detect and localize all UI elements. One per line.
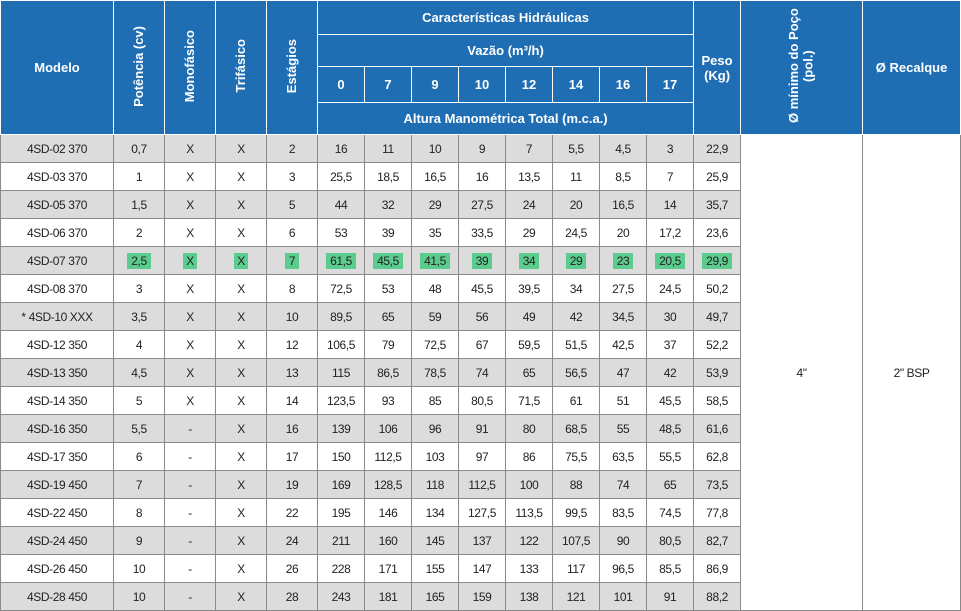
- header-vazao: Vazão (m³/h): [318, 35, 694, 67]
- data-cell: 243: [318, 583, 365, 611]
- data-cell: X: [216, 219, 267, 247]
- data-cell: 55,5: [647, 443, 694, 471]
- header-vazao-value: 16: [600, 67, 647, 103]
- data-cell: 5,5: [553, 135, 600, 163]
- data-cell: 83,5: [600, 499, 647, 527]
- data-cell: 39,5: [506, 275, 553, 303]
- data-cell: 106,5: [318, 331, 365, 359]
- data-cell: X: [165, 191, 216, 219]
- data-cell: 3,5: [114, 303, 165, 331]
- data-cell: 53: [318, 219, 365, 247]
- data-cell: X: [165, 359, 216, 387]
- data-cell: 93: [365, 387, 412, 415]
- data-cell: 107,5: [553, 527, 600, 555]
- data-cell: 53,9: [694, 359, 741, 387]
- header-vazao-value: 10: [459, 67, 506, 103]
- data-cell: [506, 247, 553, 275]
- data-cell: 79: [365, 331, 412, 359]
- data-cell: 48,5: [647, 415, 694, 443]
- data-cell: 33,5: [459, 219, 506, 247]
- data-cell: 150: [318, 443, 365, 471]
- data-cell: 65: [506, 359, 553, 387]
- data-cell: 30: [647, 303, 694, 331]
- data-cell: 22,9: [694, 135, 741, 163]
- data-cell: 34,5: [600, 303, 647, 331]
- data-cell: 88: [553, 471, 600, 499]
- data-cell: 4: [114, 331, 165, 359]
- data-cell: 44: [318, 191, 365, 219]
- data-cell: 159: [459, 583, 506, 611]
- data-cell: 122: [506, 527, 553, 555]
- data-cell: [165, 247, 216, 275]
- data-cell: 50,2: [694, 275, 741, 303]
- header-peso: Peso (Kg): [694, 1, 741, 135]
- data-cell: 61: [553, 387, 600, 415]
- data-cell: 6: [114, 443, 165, 471]
- data-cell: [647, 247, 694, 275]
- data-cell: X: [216, 163, 267, 191]
- header-caracteristicas: Características Hidráulicas: [318, 1, 694, 35]
- data-cell: [412, 247, 459, 275]
- data-cell: 13: [267, 359, 318, 387]
- data-cell: 147: [459, 555, 506, 583]
- model-cell: 4SD-22 450: [1, 499, 114, 527]
- data-cell: X: [216, 527, 267, 555]
- header-vazao-value: 17: [647, 67, 694, 103]
- highlight-mark: 34: [519, 253, 540, 269]
- header-vazao-value: 14: [553, 67, 600, 103]
- data-cell: 20: [600, 219, 647, 247]
- highlight-mark: 39: [472, 253, 493, 269]
- data-cell: X: [165, 303, 216, 331]
- header-vazao-value: 12: [506, 67, 553, 103]
- data-cell: 10: [267, 303, 318, 331]
- header-monofasico: Monofásico: [165, 1, 216, 135]
- data-cell: 55: [600, 415, 647, 443]
- data-cell: 86,9: [694, 555, 741, 583]
- data-cell: X: [216, 415, 267, 443]
- model-cell: 4SD-19 450: [1, 471, 114, 499]
- data-cell: 90: [600, 527, 647, 555]
- data-cell: 25,9: [694, 163, 741, 191]
- highlight-mark: X: [183, 253, 197, 269]
- highlight-mark: 45,5: [373, 253, 403, 269]
- data-cell: 13,5: [506, 163, 553, 191]
- data-cell: 91: [647, 583, 694, 611]
- highlight-mark: 61,5: [326, 253, 356, 269]
- data-cell: 45,5: [647, 387, 694, 415]
- header-vazao-value: 9: [412, 67, 459, 103]
- data-cell: 65: [365, 303, 412, 331]
- header-trifasico: Trifásico: [216, 1, 267, 135]
- data-cell: 97: [459, 443, 506, 471]
- data-cell: 2: [114, 219, 165, 247]
- data-cell: 86,5: [365, 359, 412, 387]
- data-cell: 1,5: [114, 191, 165, 219]
- data-cell: 49,7: [694, 303, 741, 331]
- data-cell: 42,5: [600, 331, 647, 359]
- data-cell: 24,5: [553, 219, 600, 247]
- data-cell: 16,5: [412, 163, 459, 191]
- data-cell: 86: [506, 443, 553, 471]
- data-cell: 51,5: [553, 331, 600, 359]
- data-cell: 17: [267, 443, 318, 471]
- data-cell: X: [216, 331, 267, 359]
- data-cell: 89,5: [318, 303, 365, 331]
- highlight-mark: 7: [285, 253, 299, 269]
- data-cell: 72,5: [318, 275, 365, 303]
- data-cell: 11: [553, 163, 600, 191]
- data-cell: X: [216, 135, 267, 163]
- data-cell: 24,5: [647, 275, 694, 303]
- data-cell: 5: [114, 387, 165, 415]
- data-cell: -: [165, 555, 216, 583]
- model-cell: * 4SD-10 XXX: [1, 303, 114, 331]
- model-cell: 4SD-05 370: [1, 191, 114, 219]
- data-cell: 10: [114, 583, 165, 611]
- model-cell: 4SD-24 450: [1, 527, 114, 555]
- highlight-mark: 23: [613, 253, 634, 269]
- table-header: [1, 1, 961, 135]
- data-cell: 61,6: [694, 415, 741, 443]
- data-cell: [114, 247, 165, 275]
- data-cell: 133: [506, 555, 553, 583]
- data-cell: 127,5: [459, 499, 506, 527]
- data-cell: 34: [553, 275, 600, 303]
- data-cell: 138: [506, 583, 553, 611]
- data-cell: 228: [318, 555, 365, 583]
- data-cell: 85,5: [647, 555, 694, 583]
- data-cell: 74: [459, 359, 506, 387]
- data-cell: X: [165, 387, 216, 415]
- data-cell: -: [165, 415, 216, 443]
- data-cell: 19: [267, 471, 318, 499]
- data-cell: [267, 247, 318, 275]
- data-cell: 80: [506, 415, 553, 443]
- data-cell: 68,5: [553, 415, 600, 443]
- highlight-mark: 41,5: [420, 253, 450, 269]
- data-cell: 37: [647, 331, 694, 359]
- data-cell: X: [216, 303, 267, 331]
- data-cell: 27,5: [600, 275, 647, 303]
- data-cell: X: [216, 275, 267, 303]
- data-cell: 26: [267, 555, 318, 583]
- data-cell: 14: [267, 387, 318, 415]
- data-cell: [694, 247, 741, 275]
- data-cell: X: [216, 191, 267, 219]
- data-cell: 145: [412, 527, 459, 555]
- data-cell: 8: [114, 499, 165, 527]
- model-cell: 4SD-28 450: [1, 583, 114, 611]
- data-cell: 12: [267, 331, 318, 359]
- data-cell: [459, 247, 506, 275]
- data-cell: 113,5: [506, 499, 553, 527]
- data-cell: 75,5: [553, 443, 600, 471]
- data-cell: 6: [267, 219, 318, 247]
- data-cell: 7: [506, 135, 553, 163]
- data-cell: X: [216, 583, 267, 611]
- data-cell: 117: [553, 555, 600, 583]
- data-cell: 65: [647, 471, 694, 499]
- data-cell: 10: [412, 135, 459, 163]
- data-cell: X: [216, 471, 267, 499]
- data-cell: 35,7: [694, 191, 741, 219]
- data-cell: 123,5: [318, 387, 365, 415]
- data-cell: 96: [412, 415, 459, 443]
- data-cell: 96,5: [600, 555, 647, 583]
- data-cell: -: [165, 471, 216, 499]
- data-cell: 42: [553, 303, 600, 331]
- data-cell: 78,5: [412, 359, 459, 387]
- data-cell: 73,5: [694, 471, 741, 499]
- table-body: [1, 135, 961, 611]
- data-cell: 80,5: [647, 527, 694, 555]
- data-cell: X: [216, 499, 267, 527]
- data-cell: 24: [506, 191, 553, 219]
- data-cell: 165: [412, 583, 459, 611]
- recalque-merged-cell: 2" BSP: [863, 135, 961, 611]
- data-cell: 9: [114, 527, 165, 555]
- data-cell: -: [165, 583, 216, 611]
- header-potencia: Potência (cv): [114, 1, 165, 135]
- data-cell: 118: [412, 471, 459, 499]
- model-cell: 4SD-06 370: [1, 219, 114, 247]
- data-cell: 74,5: [647, 499, 694, 527]
- data-cell: 100: [506, 471, 553, 499]
- highlight-mark: 20,5: [655, 253, 685, 269]
- data-cell: 82,7: [694, 527, 741, 555]
- poco-merged-cell: 4": [741, 135, 863, 611]
- data-cell: 22: [267, 499, 318, 527]
- data-cell: 35: [412, 219, 459, 247]
- data-cell: 7: [114, 471, 165, 499]
- data-cell: 137: [459, 527, 506, 555]
- data-cell: -: [165, 527, 216, 555]
- data-cell: 18,5: [365, 163, 412, 191]
- header-estagios: Estágios: [267, 1, 318, 135]
- data-cell: 17,2: [647, 219, 694, 247]
- data-cell: 67: [459, 331, 506, 359]
- header-poco: Ø mínimo do Poço (pol.): [741, 1, 863, 135]
- data-cell: X: [216, 359, 267, 387]
- data-cell: 74: [600, 471, 647, 499]
- data-cell: 112,5: [459, 471, 506, 499]
- data-cell: 211: [318, 527, 365, 555]
- data-cell: X: [216, 555, 267, 583]
- data-cell: -: [165, 443, 216, 471]
- data-cell: 134: [412, 499, 459, 527]
- data-cell: 77,8: [694, 499, 741, 527]
- data-cell: 101: [600, 583, 647, 611]
- data-cell: 25,5: [318, 163, 365, 191]
- highlight-mark: 29: [566, 253, 587, 269]
- data-cell: 16,5: [600, 191, 647, 219]
- data-cell: 5: [267, 191, 318, 219]
- highlight-mark: 29,9: [702, 253, 732, 269]
- data-cell: [600, 247, 647, 275]
- data-cell: 99,5: [553, 499, 600, 527]
- data-cell: 53: [365, 275, 412, 303]
- data-cell: 59: [412, 303, 459, 331]
- data-cell: 58,5: [694, 387, 741, 415]
- data-cell: 32: [365, 191, 412, 219]
- model-cell: 4SD-14 350: [1, 387, 114, 415]
- data-cell: 128,5: [365, 471, 412, 499]
- model-cell: 4SD-07 370: [1, 247, 114, 275]
- data-cell: 27,5: [459, 191, 506, 219]
- data-cell: X: [165, 331, 216, 359]
- data-cell: 139: [318, 415, 365, 443]
- data-cell: 146: [365, 499, 412, 527]
- data-cell: 47: [600, 359, 647, 387]
- data-cell: 88,2: [694, 583, 741, 611]
- data-cell: 11: [365, 135, 412, 163]
- data-cell: 112,5: [365, 443, 412, 471]
- data-cell: 28: [267, 583, 318, 611]
- data-cell: [216, 247, 267, 275]
- data-cell: 4,5: [600, 135, 647, 163]
- data-cell: 3: [114, 275, 165, 303]
- header-altura: Altura Manométrica Total (m.c.a.): [318, 103, 694, 135]
- table-row: [1, 135, 961, 163]
- data-cell: X: [165, 275, 216, 303]
- data-cell: 42: [647, 359, 694, 387]
- data-cell: 3: [267, 163, 318, 191]
- data-cell: 4,5: [114, 359, 165, 387]
- data-cell: 16: [267, 415, 318, 443]
- data-cell: 71,5: [506, 387, 553, 415]
- data-cell: 29: [412, 191, 459, 219]
- header-modelo: Modelo: [1, 1, 114, 135]
- data-cell: -: [165, 499, 216, 527]
- model-cell: 4SD-13 350: [1, 359, 114, 387]
- data-cell: 49: [506, 303, 553, 331]
- data-cell: 181: [365, 583, 412, 611]
- data-cell: X: [165, 135, 216, 163]
- data-cell: 56,5: [553, 359, 600, 387]
- data-cell: 23,6: [694, 219, 741, 247]
- data-cell: 121: [553, 583, 600, 611]
- data-cell: 3: [647, 135, 694, 163]
- data-cell: 169: [318, 471, 365, 499]
- data-cell: X: [165, 219, 216, 247]
- data-cell: 115: [318, 359, 365, 387]
- data-cell: 171: [365, 555, 412, 583]
- highlight-mark: X: [234, 253, 248, 269]
- data-cell: 63,5: [600, 443, 647, 471]
- model-cell: 4SD-03 370: [1, 163, 114, 191]
- header-vazao-value: 7: [365, 67, 412, 103]
- data-cell: 16: [318, 135, 365, 163]
- data-cell: 10: [114, 555, 165, 583]
- data-cell: 106: [365, 415, 412, 443]
- data-cell: 85: [412, 387, 459, 415]
- data-cell: X: [165, 163, 216, 191]
- data-cell: 160: [365, 527, 412, 555]
- data-cell: 9: [459, 135, 506, 163]
- data-cell: 103: [412, 443, 459, 471]
- data-cell: 52,2: [694, 331, 741, 359]
- data-cell: 0,7: [114, 135, 165, 163]
- data-cell: 62,8: [694, 443, 741, 471]
- model-cell: 4SD-16 350: [1, 415, 114, 443]
- data-cell: 51: [600, 387, 647, 415]
- data-cell: 20: [553, 191, 600, 219]
- data-cell: 24: [267, 527, 318, 555]
- data-cell: 80,5: [459, 387, 506, 415]
- data-cell: 45,5: [459, 275, 506, 303]
- data-cell: 8,5: [600, 163, 647, 191]
- header-recalque: Ø Recalque: [863, 1, 961, 135]
- model-cell: 4SD-02 370: [1, 135, 114, 163]
- header-vazao-value: 0: [318, 67, 365, 103]
- model-cell: 4SD-26 450: [1, 555, 114, 583]
- data-cell: [365, 247, 412, 275]
- data-cell: [318, 247, 365, 275]
- data-cell: 2: [267, 135, 318, 163]
- data-cell: 16: [459, 163, 506, 191]
- data-cell: 8: [267, 275, 318, 303]
- data-cell: 91: [459, 415, 506, 443]
- data-cell: 14: [647, 191, 694, 219]
- data-cell: 195: [318, 499, 365, 527]
- data-cell: X: [216, 387, 267, 415]
- model-cell: 4SD-08 370: [1, 275, 114, 303]
- data-cell: 72,5: [412, 331, 459, 359]
- data-cell: 59,5: [506, 331, 553, 359]
- data-cell: 155: [412, 555, 459, 583]
- data-cell: X: [216, 443, 267, 471]
- data-cell: [553, 247, 600, 275]
- data-cell: 1: [114, 163, 165, 191]
- data-cell: 7: [647, 163, 694, 191]
- model-cell: 4SD-17 350: [1, 443, 114, 471]
- data-cell: 39: [365, 219, 412, 247]
- data-cell: 56: [459, 303, 506, 331]
- highlight-mark: 2,5: [127, 253, 150, 269]
- data-cell: 5,5: [114, 415, 165, 443]
- data-cell: 29: [506, 219, 553, 247]
- data-cell: 48: [412, 275, 459, 303]
- model-cell: 4SD-12 350: [1, 331, 114, 359]
